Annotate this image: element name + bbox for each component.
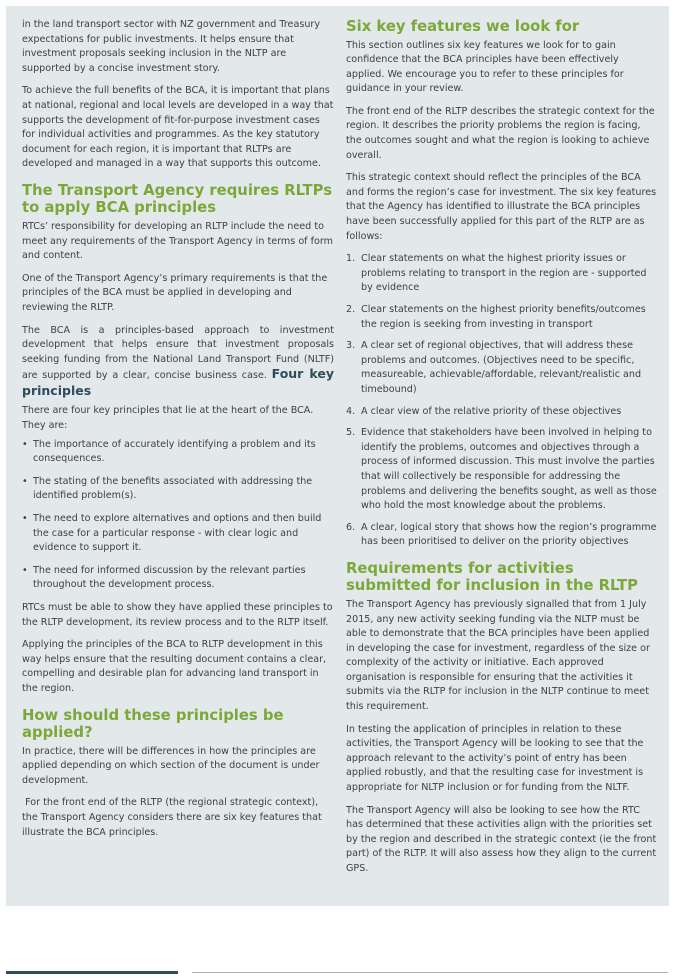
list-item xyxy=(346,303,658,332)
section-heading-requires: The Transport Agency requires RLTPs to apply BCA principles xyxy=(22,181,333,217)
paragraph: There are four key principles that lie at the heart of the BCA. They are: xyxy=(22,405,314,432)
section-heading-six-features: Six key features we look for xyxy=(346,18,580,35)
page-panel xyxy=(6,6,669,906)
paragraph: One of the Transport Agency’s primary requirements is that the principles of the BCA must be applied in developing and reviewing the RLTP. xyxy=(22,272,328,313)
paragraph: For the front end of the RLTP (the regional strategic context), the Transport Agency considers there are six key features that illustrate the BCA principles. xyxy=(22,797,325,838)
list-item-text: Evidence that stakeholders have been involved in helping to identify the problems, outcomes and objectives through a process of informed discussion. This must involve the parties that will collectively be responsible for addressing the problems and delivering the benefits sought, as well as those who hold the most knowledge about the problems. xyxy=(361,427,657,512)
list-item xyxy=(346,405,658,420)
list-item xyxy=(346,521,658,550)
list-item: • The need for informed discussion by the relevant parties throughout the development process. xyxy=(22,564,334,593)
list-item-text: A clear view of the relative priority of these objectives xyxy=(361,405,622,417)
paragraph: The Transport Agency has previously signalled that from 1 July 2015, any new activity seeking funding via the NLTP must be able to demonstrate that the BCA principles have been applied in developing the case for investment, regardless of the size or complexity of the activity or initiative. Each approved organisation is responsible for ensuring that the activities it submits via the RLTP for inclusion in the NLTP continue to meet this requirement. xyxy=(346,598,650,713)
list-item xyxy=(346,252,658,296)
key-features-list xyxy=(346,252,658,550)
paragraph: The front end of the RLTP describes the strategic context for the region. It describes the priority problems the region is facing, the outcomes sought and what the region is looking to achieve overall. xyxy=(346,105,655,161)
paragraph: To achieve the full benefits of the BCA, it is important that plans at national, regional and local levels are developed in a way that supports the development of fit-for-purpose investment cases for individual activities and programmes. As the key statutory document for each region, it is important that RLTPs are developed and managed in a way that supports this outcome. xyxy=(22,85,334,170)
paragraph: In practice, there will be differences in how the principles are applied depending on which section of the document is under development. xyxy=(22,745,320,786)
list-number: 4. xyxy=(346,405,356,417)
paragraph: This strategic context should reflect the principles of the BCA and forms the region’s case for investment. The six key features that the Agency has identified to illustrate the BCA principles have been successfully applied for this part of the RLTP are as follows: xyxy=(346,172,657,242)
list-item: • The stating of the benefits associated with addressing the identified problem(s). xyxy=(22,475,334,504)
list-number: 6. xyxy=(346,521,356,533)
list-item-text: Clear statements on what the highest priority issues or problems relating to transport in the region are - supported by evidence xyxy=(361,253,647,294)
list-item-text: Clear statements on the highest priority benefits/outcomes the region is seeking from investing in transport xyxy=(361,304,646,330)
paragraph-text: The BCA is a principles-based approach to investment development that helps ensure that investment proposals seeking funding from the National Land Transport Fund (NLTF) are supported by a clear, concise business case. xyxy=(22,324,334,382)
paragraph: RTCs must be able to show they have applied these principles to the RLTP development, its review process and to the RLTP itself. xyxy=(22,602,333,628)
paragraph: Applying the principles of the BCA to RLTP development in this way helps ensure that the resulting document contains a clear, compelling and desirable plan for advancing land transport in the region. xyxy=(22,639,327,694)
section-heading-requirements: Requirements for activities submitted for inclusion in the RLTP xyxy=(346,559,638,595)
list-item xyxy=(346,339,658,397)
list-item-text: A clear, logical story that shows how the region’s programme has been prioritised to deliver on the priority objectives xyxy=(361,521,657,548)
section-heading-how: How should these principles be applied? xyxy=(22,706,284,742)
paragraph: in the land transport sector with NZ government and Treasury expectations for public investments. It helps ensure that investment proposals seeking inclusion in the NLTP are supported by a concise investment story. xyxy=(22,19,321,74)
list-item xyxy=(346,426,658,514)
list-item: • The need to explore alternatives and options and then build the case for a particular response - with clear logic and evidence to support it. xyxy=(22,512,334,556)
four-key-principles-heading: Four key principles xyxy=(22,366,334,398)
list-number: 1. xyxy=(346,253,356,265)
right-column xyxy=(346,18,658,885)
paragraph: RTCs’ responsibility for developing an RLTP include the need to meet any requirements of the Transport Agency in terms of form and content. xyxy=(22,220,333,262)
left-column xyxy=(22,18,334,848)
list-number: 5. xyxy=(346,427,356,439)
list-number: 3. xyxy=(346,340,356,352)
paragraph: In testing the application of principles in relation to these activities, the Transport Agency will be looking to see that the approach relevant to the activity’s point of entry has been applied robustly, and that the resulting case for investment is appropriate for NLTP inclusion or for funding from the NLTF. xyxy=(346,723,644,794)
paragraph-with-inline-heading xyxy=(22,324,334,401)
footer-rule-accent xyxy=(6,971,178,974)
footer-rule xyxy=(192,972,668,973)
list-number: 2. xyxy=(346,304,356,315)
list-item: • The importance of accurately identifying a problem and its consequences. xyxy=(22,438,334,467)
list-item-text: A clear set of regional objectives, that will address these problems and outcomes. (Objectives need to be specific, measureable, achievable/affordable, relevant/realistic and timebound) xyxy=(361,340,642,395)
paragraph: This section outlines six key features we look for to gain confidence that the BCA principles have been effectively applied. We encourage you to refer to these principles for guidance in your review. xyxy=(346,39,624,95)
paragraph: The Transport Agency will also be looking to see how the RTC has determined that these activities align with the priorities set by the region and described in the strategic context (ie the front part) of the RLTP. It will also assess how they align to the current GPS. xyxy=(346,804,657,874)
principles-list xyxy=(22,438,334,593)
